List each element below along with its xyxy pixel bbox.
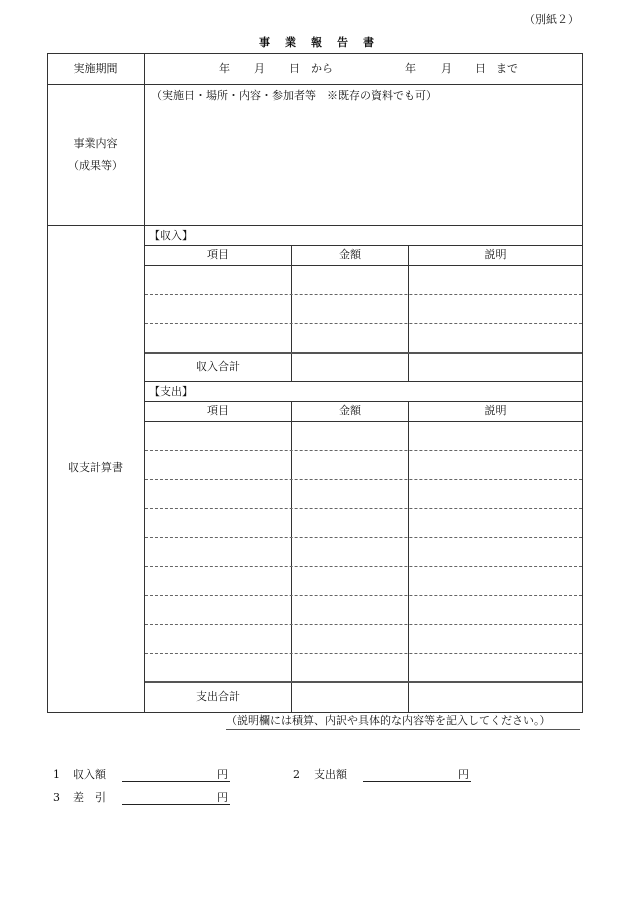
- attachment-label: （別紙２）: [524, 13, 579, 26]
- table-row: [145, 537, 582, 538]
- income-col-amount: 金額: [339, 248, 361, 261]
- table-row: [145, 450, 582, 451]
- income-amount-label: 収入額: [73, 768, 106, 781]
- expense-col-description: 説明: [484, 404, 507, 417]
- income-col-item: 項目: [207, 248, 229, 261]
- period-label: 実施期間: [73, 62, 118, 75]
- table-row: [145, 624, 582, 625]
- table-row: [145, 294, 582, 295]
- income-col-description: 説明: [484, 248, 507, 261]
- difference-label: 差 引: [73, 791, 106, 804]
- expense-total-label: 支出合計: [196, 690, 240, 703]
- page-title: 事 業 報 告 書: [259, 36, 376, 49]
- expense-rows[interactable]: [145, 422, 582, 681]
- expense-total-amount[interactable]: [292, 683, 408, 711]
- description-note: （説明欄には積算、内訳や具体的な内容等を記入してください。）: [226, 714, 551, 727]
- table-row: [145, 653, 582, 654]
- expense-amount-field[interactable]: [363, 781, 471, 782]
- table-row: [145, 595, 582, 596]
- table-row: [145, 479, 582, 480]
- table-row: [145, 323, 582, 324]
- difference-field[interactable]: [122, 804, 230, 805]
- expense-col-amount: 金額: [339, 404, 361, 417]
- table-row: [145, 566, 582, 567]
- income-rows[interactable]: [145, 266, 582, 352]
- income-amount-field[interactable]: [122, 781, 230, 782]
- expense-amount-label: 支出額: [314, 768, 347, 781]
- income-heading: 【収入】: [149, 229, 193, 242]
- content-label-sub: （成果等）: [68, 159, 123, 172]
- income-total-label: 収入合計: [196, 360, 240, 373]
- table-row: [145, 508, 582, 509]
- income-total-amount[interactable]: [292, 354, 408, 381]
- expense-col-item: 項目: [207, 404, 229, 417]
- content-textarea[interactable]: [145, 85, 582, 225]
- content-label: 事業内容: [73, 137, 118, 150]
- budget-label: 収支計算書: [68, 461, 123, 474]
- expense-heading: 【支出】: [149, 385, 193, 398]
- content-hint: （実施日・場所・内容・参加者等 ※既存の資料でも可）: [151, 89, 437, 102]
